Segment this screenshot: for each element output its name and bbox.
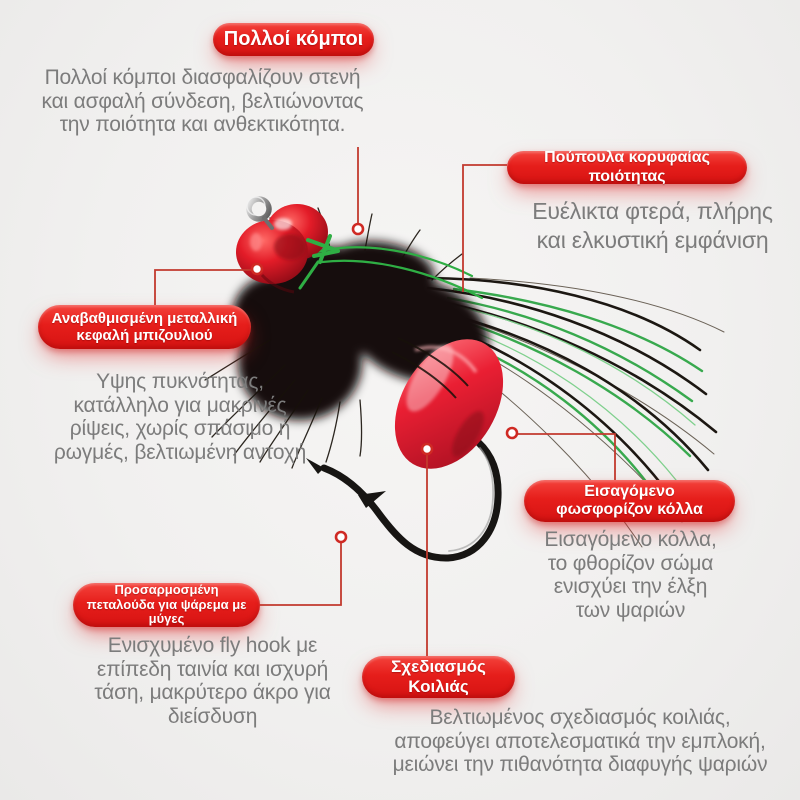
dot-glue <box>507 428 517 438</box>
callout-pill-belly: Σχεδιασμός Κοιλιάς <box>362 656 515 698</box>
callout-description-bead-head: Υψης πυκνότητας, κατάλληλο για μακρινές ρίψεις, χωρίς σπάσιμο ή ρωγμές, βελτιωμένη αντοχή <box>53 370 307 464</box>
callout-description-feathers: Ευέλικτα φτερά, πλήρης και ελκυστική εμφάνιση <box>532 198 773 253</box>
dot-hook <box>336 532 346 542</box>
callout-description-hook: Ενισχυμένο fly hook με επίπεδη ταινία και ισχυρή τάση, μακρύτερο άκρο για διείσδυση <box>94 634 331 728</box>
callout-description-glue: Εισαγόμενο κόλλα, το φθορίζον σώμα ενισχύει την έλξη των ψαριών <box>544 528 717 622</box>
callout-pill-knots: Πολλοί κόμποι <box>213 23 374 56</box>
callout-description-belly: Βελτιωμένος σχεδιασμός κοιλιάς, αποφεύγει αποτελεσματικά την εμπλοκή, μειώνει την πιθανότητα διαφυγής ψαριών <box>392 706 768 777</box>
connector-feathers <box>463 165 507 292</box>
hook <box>306 442 498 558</box>
callout-description-knots: Πολλοί κόμποι διασφαλίζουν στενή και ασφαλή σύνδεση, βελτιώνοντας την ποιότητα και ανθεκτικότητα. <box>41 66 364 137</box>
callout-pill-bead-head: Αναβαθμισμένη μεταλλική κεφαλή μπιζουλιού <box>38 305 251 349</box>
dot-belly <box>422 444 432 454</box>
dot-knots <box>353 224 363 234</box>
callout-pill-glue: Εισαγόμενο φωσφορίζον κόλλα <box>524 480 735 522</box>
callout-pill-feathers: Πούπουλα κορυφαίας ποιότητας <box>507 151 747 184</box>
connector-glue <box>518 434 615 481</box>
callout-pill-hook: Προσαρμοσμένη πεταλούδα για ψάρεμα με μύγες <box>73 583 260 627</box>
dot-bead-head <box>252 264 262 274</box>
connector-hook <box>259 543 341 605</box>
